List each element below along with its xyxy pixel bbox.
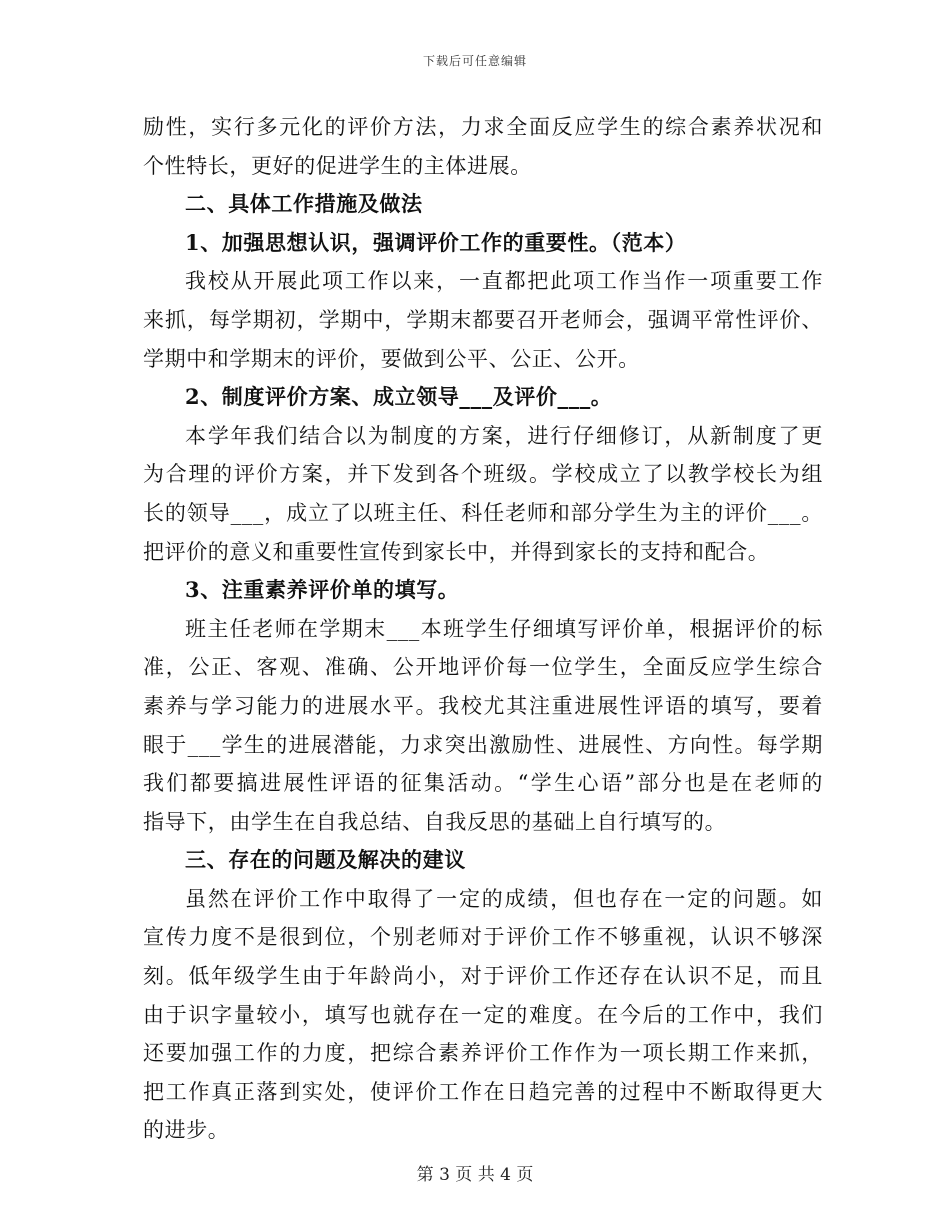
section-heading-line: 三、存在的问题及解决的建议 bbox=[185, 847, 466, 873]
text-line: 班主任老师在学期末___本班学生仔细填写评价单，根据评价的标 bbox=[185, 616, 823, 641]
text-line: 眼于___学生的进展潜能，力求突出激励性、进展性、方向性。每学期 bbox=[143, 732, 823, 757]
text-line: 刻。低年级学生由于年龄尚小，对于评价工作还存在认识不足，而且 bbox=[143, 964, 823, 989]
page-header: 下载后可任意编辑 bbox=[422, 54, 527, 68]
text-line: 由于识字量较小，填写也就存在一定的难度。在今后的工作中，我们 bbox=[143, 1002, 823, 1027]
text-line: 的进步。 bbox=[143, 1118, 230, 1143]
text-line: 宣传力度不是很到位，个别老师对于评价工作不够重视，认识不够深 bbox=[143, 925, 823, 950]
text-line: 本学年我们结合以为制度的方案，进行仔细修订，从新制度了更 bbox=[185, 423, 823, 448]
text-line: 指导下，由学生在自我总结、自我反思的基础上自行填写的。 bbox=[143, 809, 727, 834]
text-line: 素养与学习能力的进展水平。我校尤其注重进展性评语的填写，要着 bbox=[143, 693, 823, 718]
section-heading-line: 1、加强思想认识，强调评价工作的重要性。（范本） bbox=[185, 229, 687, 255]
text-line: 个性特长，更好的促进学生的主体进展。 bbox=[143, 153, 532, 178]
text-line: 把评价的意义和重要性宣传到家长中，并得到家长的支持和配合。 bbox=[143, 539, 770, 564]
text-line: 还要加强工作的力度，把综合素养评价工作作为一项长期工作来抓， bbox=[143, 1041, 823, 1066]
text-line: 为合理的评价方案，并下发到各个班级。学校成立了以教学校长为组 bbox=[143, 462, 823, 487]
text-line: 来抓，每学期初，学期中，学期末都要召开老师会，强调平常性评价、 bbox=[143, 307, 823, 332]
text-line: 把工作真正落到实处，使评价工作在日趋完善的过程中不断取得更大 bbox=[143, 1079, 823, 1104]
text-line: 虽然在评价工作中取得了一定的成绩，但也存在一定的问题。如 bbox=[185, 886, 823, 911]
document-body bbox=[143, 108, 823, 1150]
text-line: 准，公正、客观、准确、公开地评价每一位学生，全面反应学生综合 bbox=[143, 655, 823, 680]
text-line: 励性，实行多元化的评价方法，力求全面反应学生的综合素养状况和 bbox=[143, 115, 823, 139]
text-line: 我校从开展此项工作以来，一直都把此项工作当作一项重要工作 bbox=[185, 269, 823, 294]
section-heading-line: 3、注重素养评价单的填写。 bbox=[185, 577, 460, 603]
text-line: 学期中和学期末的评价，要做到公平、公正、公开。 bbox=[143, 346, 640, 371]
text-line: 我们都要搞进展性评语的征集活动。“学生心语”部分也是在老师的 bbox=[143, 771, 823, 796]
section-heading-line: 二、具体工作措施及做法 bbox=[185, 191, 423, 217]
page-number: 第 3 页 共 4 页 bbox=[416, 1165, 534, 1185]
text-line: 长的领导___，成立了以班主任、科任老师和部分学生为主的评价___。 bbox=[143, 500, 823, 525]
section-heading-line: 2、制度评价方案、成立领导___及评价___。 bbox=[185, 384, 613, 410]
